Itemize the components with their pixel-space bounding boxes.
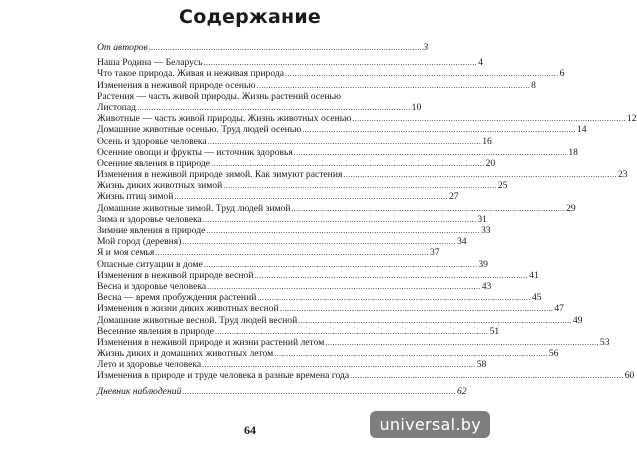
toc-dot-leader: ..................................................................................................................: [182, 386, 457, 396]
toc-entry-page: 43: [481, 280, 492, 292]
toc-entry-title: Изменения в неживой природе зимой. Как зимуют растения: [97, 169, 343, 181]
toc-entry-title: Зимние явления в природе: [97, 225, 206, 236]
page-number: 64: [244, 423, 256, 437]
toc-dot-leader: ..................................................................................................................: [137, 102, 411, 112]
toc-entry: [97, 236, 467, 248]
toc-entry-title: Животные — часть живой природы. Жизнь животных осенью: [97, 113, 352, 125]
toc-dot-leader: ..................................................................................................................: [202, 360, 476, 370]
toc-dot-leader: ..................................................................................................................: [254, 270, 529, 280]
toc-dot-leader: ..................................................................................................................: [206, 226, 480, 235]
toc-entry-page: 58: [476, 359, 487, 371]
toc-entry: [97, 225, 491, 236]
toc-dot-leader: ..................................................................................................................: [202, 214, 477, 224]
toc-entry-title: Изменения в неживой природе и жизни растений летом: [97, 336, 325, 348]
toc-entry: [97, 213, 487, 225]
toc-entry: [97, 169, 628, 181]
toc-entry-title: Изменения в неживой природе осенью: [97, 79, 256, 91]
toc-dot-leader: ..................................................................................................................: [350, 371, 624, 381]
toc-entry-page: 4: [478, 57, 483, 69]
toc-entry: [97, 191, 459, 203]
toc-entry: [97, 370, 635, 382]
toc-entry-page: 16: [482, 135, 492, 147]
toc-entry: [97, 68, 565, 80]
toc-entry-page: 31: [477, 213, 487, 225]
toc-entry-page: 49: [572, 314, 583, 326]
toc-entry-page: 47: [554, 303, 564, 315]
toc-entry-title: Наша Родина — Беларусь: [97, 57, 203, 69]
toc-entry: [97, 124, 587, 136]
toc-entry-title: Домашние животные весной. Труд людей весной: [97, 314, 298, 326]
toc-entry-page: 27: [448, 191, 459, 203]
toc-entry-page: 33: [480, 225, 491, 236]
toc-entry-page: 34: [456, 236, 467, 248]
toc-dot-leader: ..................................................................................................................: [325, 337, 599, 347]
toc-dot-leader: ..................................................................................................................: [207, 281, 481, 291]
toc-dot-leader: ..................................................................................................................: [293, 147, 568, 157]
toc-entry: [97, 269, 539, 281]
toc-entry: [97, 359, 487, 371]
toc-entry: [97, 336, 610, 348]
toc-entry-page: 20: [485, 157, 496, 169]
toc-dot-leader: ..................................................................................................................: [257, 293, 531, 303]
toc-entry-page: 41: [529, 269, 539, 281]
toc-entry-page: 56: [548, 348, 559, 360]
page-title: Содержание: [179, 6, 321, 28]
toc-entry-title: Весна — время пробуждения растений: [97, 292, 257, 304]
toc-entry-page: 10: [411, 101, 422, 113]
toc-entry-title: Изменения в жизни диких животных весной: [97, 303, 279, 315]
toc-entry: [97, 325, 500, 337]
toc-entry: [97, 180, 508, 192]
toc-entry: [97, 146, 578, 158]
toc-entry-title: Растения — часть живой природы. Жизнь растений осенью: [97, 90, 342, 102]
toc-entry: [97, 314, 583, 326]
toc-entry-page: 53: [599, 336, 610, 348]
toc-entry: [97, 385, 467, 397]
toc-entry: [97, 258, 488, 270]
toc-entry-title: Мой город (деревня): [97, 236, 182, 248]
toc-entry-title: Осенние овощи и фрукты — источник здоровья: [97, 146, 293, 158]
watermark-logo: universal.by: [370, 411, 490, 438]
toc-entry: [97, 280, 492, 292]
toc-entry: [97, 113, 637, 125]
toc-dot-leader: ..................................................................................................................: [298, 315, 572, 325]
toc-entry-title: Жизнь птиц зимой: [97, 191, 174, 203]
toc-entry-page: 18: [568, 146, 578, 158]
toc-entry-page: 60: [624, 370, 635, 382]
toc-dot-leader: ..................................................................................................................: [203, 259, 478, 269]
toc-entry-page: 12: [626, 113, 637, 125]
toc-dot-leader: ..................................................................................................................: [214, 326, 489, 336]
toc-entry-title: Опасные ситуации в доме: [97, 258, 203, 270]
toc-entry-title: Что такое природа. Живая и неживая природа: [97, 68, 285, 80]
toc-entry-title: Весенние явления в природе: [97, 325, 214, 337]
toc-entry-page: 8: [531, 79, 536, 91]
toc-entry-page: 62: [457, 385, 467, 397]
toc-entry-page: 45: [531, 292, 542, 304]
toc-dot-leader: ..................................................................................................................: [274, 349, 548, 359]
toc-entry-title: Я и моя семья: [97, 247, 155, 259]
toc-entry-title: Изменения в природе и труде человека в разные времена года: [97, 370, 350, 382]
toc-dot-leader: ..................................................................................................................: [256, 80, 531, 90]
toc-entry: [97, 101, 422, 113]
toc-dot-leader: ..................................................................................................................: [155, 248, 429, 258]
toc-entry-title: Осень и здоровье человека: [97, 135, 207, 147]
toc-entry-title: Осенние явления в природе: [97, 157, 211, 169]
toc-entry-title: Домашние животные осенью. Труд людей осенью: [97, 124, 302, 136]
toc-entry-title: Зима и здоровье человека: [97, 213, 202, 225]
toc-entry-page: 37: [429, 247, 440, 259]
toc-entry: [97, 57, 483, 69]
toc-entry-title: Домашние животные зимой. Труд людей зимой: [97, 202, 291, 214]
toc-dot-leader: ..................................................................................................................: [203, 58, 478, 68]
toc-entry-page: 51: [489, 325, 500, 337]
toc-dot-leader: ..................................................................................................................: [279, 304, 554, 314]
toc-entry-title: Дневник наблюдений: [97, 385, 182, 397]
toc-entry-page: 39: [478, 258, 488, 270]
toc-entry-title: Жизнь диких животных зимой: [97, 180, 223, 192]
toc-dot-leader: ..................................................................................................................: [285, 69, 559, 79]
toc-entry-page: 25: [497, 180, 508, 192]
toc-entry: [97, 247, 440, 259]
toc-entry: [97, 79, 536, 91]
toc-entry: [97, 157, 496, 169]
toc-entry: [97, 292, 542, 304]
toc-entry-title: От авторов: [97, 42, 148, 53]
toc-entry-page: 23: [617, 169, 628, 181]
toc-dot-leader: ..................................................................................................................: [302, 125, 576, 135]
toc-entry-page: 29: [566, 202, 576, 214]
toc-entry: [97, 348, 559, 360]
toc-dot-leader: ..................................................................................................................: [174, 192, 448, 202]
toc-entry-title: Жизнь диких и домашних животных летом: [97, 348, 274, 360]
table-of-contents: [97, 42, 637, 397]
toc-entry-page: 6: [559, 68, 565, 80]
toc-entry: [97, 202, 576, 214]
toc-dot-leader: ..................................................................................................................: [211, 158, 485, 168]
toc-dot-leader: ..................................................................................................................: [343, 170, 617, 180]
toc-entry: [97, 91, 401, 102]
toc-entry-page: 14: [576, 124, 587, 136]
toc-entry-title: Лето и здоровье человека: [97, 359, 202, 371]
toc-dot-leader: ..................................................................................................................: [148, 43, 423, 52]
toc-dot-leader: ..................................................................................................................: [291, 203, 566, 213]
toc-dot-leader: ..................................................................................................................: [223, 181, 497, 191]
toc-dot-leader: ..................................................................................................................: [182, 237, 456, 247]
toc-entry: [97, 42, 429, 53]
toc-entry: [97, 135, 492, 147]
toc-entry-title: Листопад: [97, 101, 137, 113]
toc-entry-title: Изменения в неживой природе весной: [97, 269, 254, 281]
toc-entry: [97, 303, 564, 315]
toc-entry-page: 3: [423, 42, 429, 53]
toc-dot-leader: ..................................................................................................................: [207, 136, 482, 146]
toc-dot-leader: ..................................................................................................................: [352, 114, 626, 124]
toc-entry-title: Весна и здоровье человека: [97, 280, 207, 292]
